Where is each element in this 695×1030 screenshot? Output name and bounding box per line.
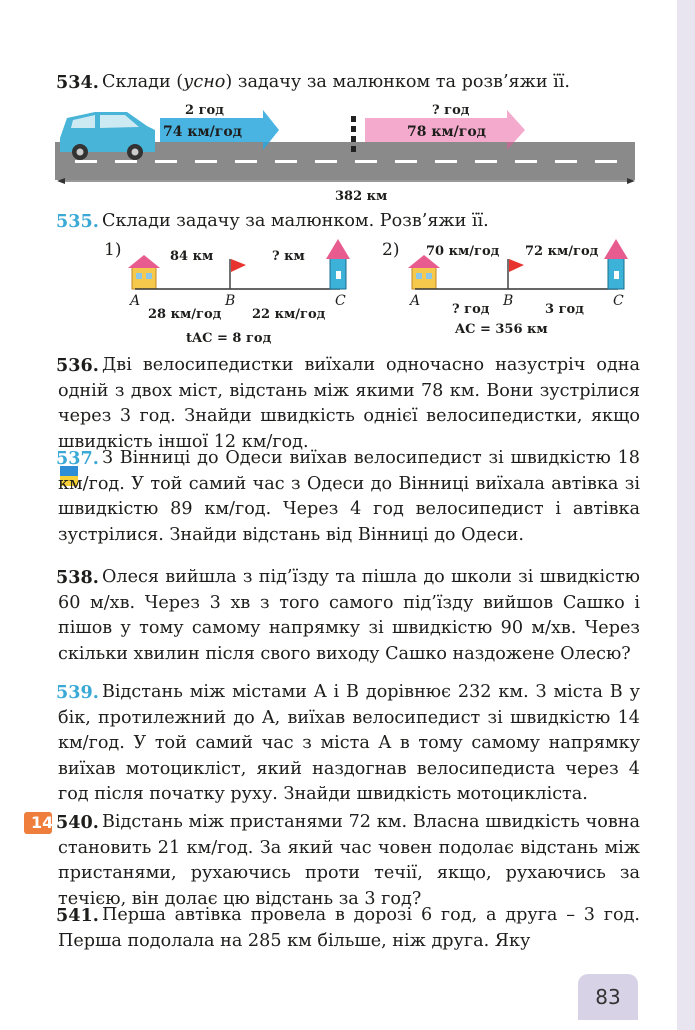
problem-text: Склади задачу за малюнком. Розв’яжи її. bbox=[102, 211, 489, 231]
point-b: B bbox=[225, 293, 236, 309]
diagram-label: 2) bbox=[382, 240, 400, 260]
problem-number: 541. bbox=[56, 905, 99, 926]
problem-text-a: Склади ( bbox=[102, 72, 184, 92]
problem-number: 536. bbox=[56, 355, 99, 376]
problem-number: 539. bbox=[56, 682, 99, 703]
meeting-mark bbox=[351, 116, 356, 152]
distance-label: 382 км bbox=[335, 189, 388, 204]
problem-541 bbox=[58, 903, 640, 954]
point-b: B bbox=[503, 293, 514, 309]
bottom-left-label: ? год bbox=[452, 302, 490, 317]
car-time-label: 2 год bbox=[185, 103, 224, 118]
problem-534 bbox=[58, 70, 640, 96]
page-number: 83 bbox=[578, 974, 638, 1020]
page-edge-strip bbox=[677, 0, 695, 1030]
problem-number: 534. bbox=[56, 72, 99, 93]
problem-number: 535. bbox=[56, 211, 99, 232]
problem-text: Відстань між пристанями 72 км. Власна швидкість човна становить 21 км/год. За який час човен подолає відстань між пристанями, рухаючись проти течії, якщо, рухаючись за течією, він долає цю відстань за 3 год? bbox=[58, 812, 640, 909]
tower-icon bbox=[326, 239, 350, 289]
exercise-badge: 14 bbox=[24, 812, 52, 834]
diagram-label: 1) bbox=[104, 240, 122, 260]
problem-text: Відстань між містами A і B дорівнює 232 км. З міста B у бік, протилежний до A, виїхав велосипедист зі швидкістю 14 км/год. У той самий час з міста A в тому самому напрямку виїхав мотоцикліст, який наздогнав велосипедиста через 4 год після початку руху. Знайди швидкість мотоцикліста. bbox=[58, 682, 640, 804]
house-icon bbox=[128, 255, 160, 289]
house-icon bbox=[408, 255, 440, 289]
segment-diagram-2 bbox=[380, 235, 645, 345]
point-a: A bbox=[410, 293, 421, 309]
problem-text: Перша автівка провела в дорозі 6 год, а друга – 3 год. Перша подолала на 285 км більше, ніж друга. Яку bbox=[58, 905, 640, 951]
tower-icon bbox=[604, 239, 628, 289]
point-a: A bbox=[130, 293, 141, 309]
flag-icon bbox=[508, 259, 524, 289]
total-label: tAC = 8 год bbox=[186, 331, 272, 346]
problem-539 bbox=[58, 680, 640, 808]
top-right-label: ? км bbox=[272, 249, 305, 264]
point-c: C bbox=[613, 293, 624, 309]
bottom-right-label: 22 км/год bbox=[252, 307, 326, 322]
top-right-label: 72 км/год bbox=[525, 244, 599, 259]
problem-538 bbox=[58, 565, 640, 667]
problem-text: З Вінниці до Одеси виїхав велосипедист зі швидкістю 18 км/год. У той самий час з Одеси до Вінниці виїхала автівка зі швидкістю 89 км/год. Через 4 год велосипедист і автівка зустрілися. Знайди відстань від Вінниці до Одеси. bbox=[58, 448, 640, 545]
bottom-right-label: 3 год bbox=[545, 302, 584, 317]
other-time-label: ? год bbox=[432, 103, 470, 118]
problem-537 bbox=[58, 446, 640, 548]
road-diagram bbox=[55, 100, 640, 205]
problem-text-b: ) задачу за малюнком та розв’яжи її. bbox=[225, 72, 570, 92]
problem-text: Дві велосипедистки виїхали одночасно назустріч одна одній з двох міст, відстань між якими 78 км. Вони зустрілися через 3 год. Знайди швидкість однієї велосипедистки, якщо швидкість іншої 12 км/год. bbox=[58, 355, 640, 452]
bottom-left-label: 28 км/год bbox=[148, 307, 222, 322]
point-c: C bbox=[335, 293, 346, 309]
problem-text-italic: усно bbox=[183, 72, 226, 92]
problem-number: 537. bbox=[56, 448, 99, 469]
other-speed-label: 78 км/год bbox=[407, 124, 486, 140]
flag-icon bbox=[230, 259, 246, 289]
segment-diagram-1 bbox=[100, 235, 370, 350]
car-speed-label: 74 км/год bbox=[163, 124, 242, 140]
top-left-label: 70 км/год bbox=[426, 244, 500, 259]
problem-540 bbox=[58, 810, 640, 912]
problem-number: 538. bbox=[56, 567, 99, 588]
total-label: AC = 356 км bbox=[455, 322, 548, 337]
problem-535 bbox=[58, 209, 640, 235]
problem-number: 540. bbox=[56, 812, 99, 833]
problem-text: Олеся вийшла з під’їзду та пішла до школи зі швидкістю 60 м/хв. Через 3 хв з того самого під’їзду вийшов Сашко і пішов у тому самому напрямку зі швидкістю 90 м/хв. Через скільки хвилин після свого виходу Сашко наздожене Олесю? bbox=[58, 567, 640, 664]
top-left-label: 84 км bbox=[170, 249, 214, 264]
problem-536 bbox=[58, 353, 640, 455]
